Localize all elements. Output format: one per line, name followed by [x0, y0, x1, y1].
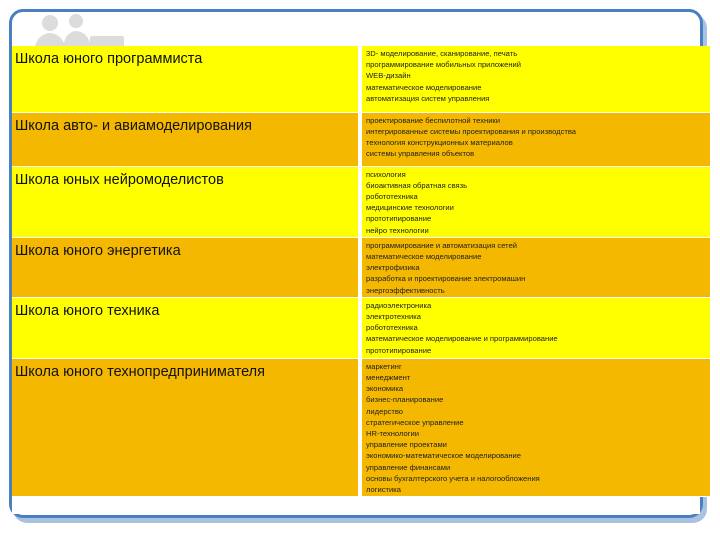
topic-item: программирование и автоматизация сетей: [366, 240, 518, 250]
topic-item: робототехника: [366, 191, 418, 201]
topic-item: логистика: [366, 484, 401, 494]
topic-item: интегрированные системы проектирования и производства: [366, 126, 577, 136]
topic-item: медицинские технологии: [366, 203, 454, 213]
school-name: Школа юного энергетика: [12, 237, 358, 297]
topic-item: технология конструкционных материалов: [366, 137, 513, 147]
topic-item: стратегическое управление: [366, 417, 464, 427]
schools-table: [12, 46, 710, 497]
topic-item: прототипирование: [366, 345, 432, 355]
topic-item: менеджмент: [366, 372, 411, 382]
school-row: [12, 112, 710, 166]
topic-item: HR-технологии: [366, 428, 419, 438]
school-topics: [362, 166, 710, 237]
slide-bottom-edge: [12, 502, 700, 514]
school-row: [12, 237, 710, 297]
topic-item: радиоэлектроника: [366, 300, 432, 310]
topic-item: энергоэффективность: [366, 285, 445, 295]
school-name: Школа юного программиста: [12, 46, 358, 112]
topic-item: прототипирование: [366, 214, 432, 224]
school-row: [12, 166, 710, 237]
topic-item: электрофизика: [366, 263, 420, 273]
topic-item: системы управления объектов: [366, 149, 475, 159]
school-topics: [362, 112, 710, 166]
topic-item: управление финансами: [366, 462, 451, 472]
topic-item: математическое моделирование: [366, 82, 482, 92]
topic-item: бизнес-планирование: [366, 395, 444, 405]
topic-item: автоматизация систем управления: [366, 93, 490, 103]
topic-item: экономико-математическое моделирование: [366, 451, 522, 461]
school-topics: [362, 297, 710, 358]
school-name: Школа юного техника: [12, 297, 358, 358]
topic-item: разработка и проектирование электромашин: [366, 274, 526, 284]
topic-item: психология: [366, 169, 406, 179]
topic-item: основы бухгалтерского учета и налогообложения: [366, 473, 540, 483]
topic-item: проектирование беспилотной техники: [366, 115, 500, 125]
school-row: [12, 46, 710, 112]
topic-item: нейро технологии: [366, 225, 429, 235]
school-name: Школа юных нейромоделистов: [12, 166, 358, 237]
topic-item: математическое моделирование: [366, 251, 482, 261]
school-name: Школа авто- и авиамоделирования: [12, 112, 358, 166]
school-name: Школа юного технопредпринимателя: [12, 358, 358, 496]
topic-item: WEB-дизайн: [366, 71, 411, 81]
school-topics: [362, 46, 710, 112]
topic-item: программирование мобильных приложений: [366, 60, 522, 70]
topic-item: управление проектами: [366, 440, 447, 450]
topic-item: маркетинг: [366, 361, 402, 371]
topic-item: биоактивная обратная связь: [366, 180, 468, 190]
topic-item: робототехника: [366, 323, 418, 333]
school-row: [12, 358, 710, 496]
topic-item: математическое моделирование и программирование: [366, 334, 558, 344]
topic-item: электротехника: [366, 311, 421, 321]
school-topics: [362, 237, 710, 297]
topic-item: экономика: [366, 384, 404, 394]
topic-item: 3D- моделирование, сканирование, печать: [366, 49, 518, 58]
school-row: [12, 297, 710, 358]
topic-item: лидерство: [366, 406, 403, 416]
school-topics: [362, 358, 710, 496]
